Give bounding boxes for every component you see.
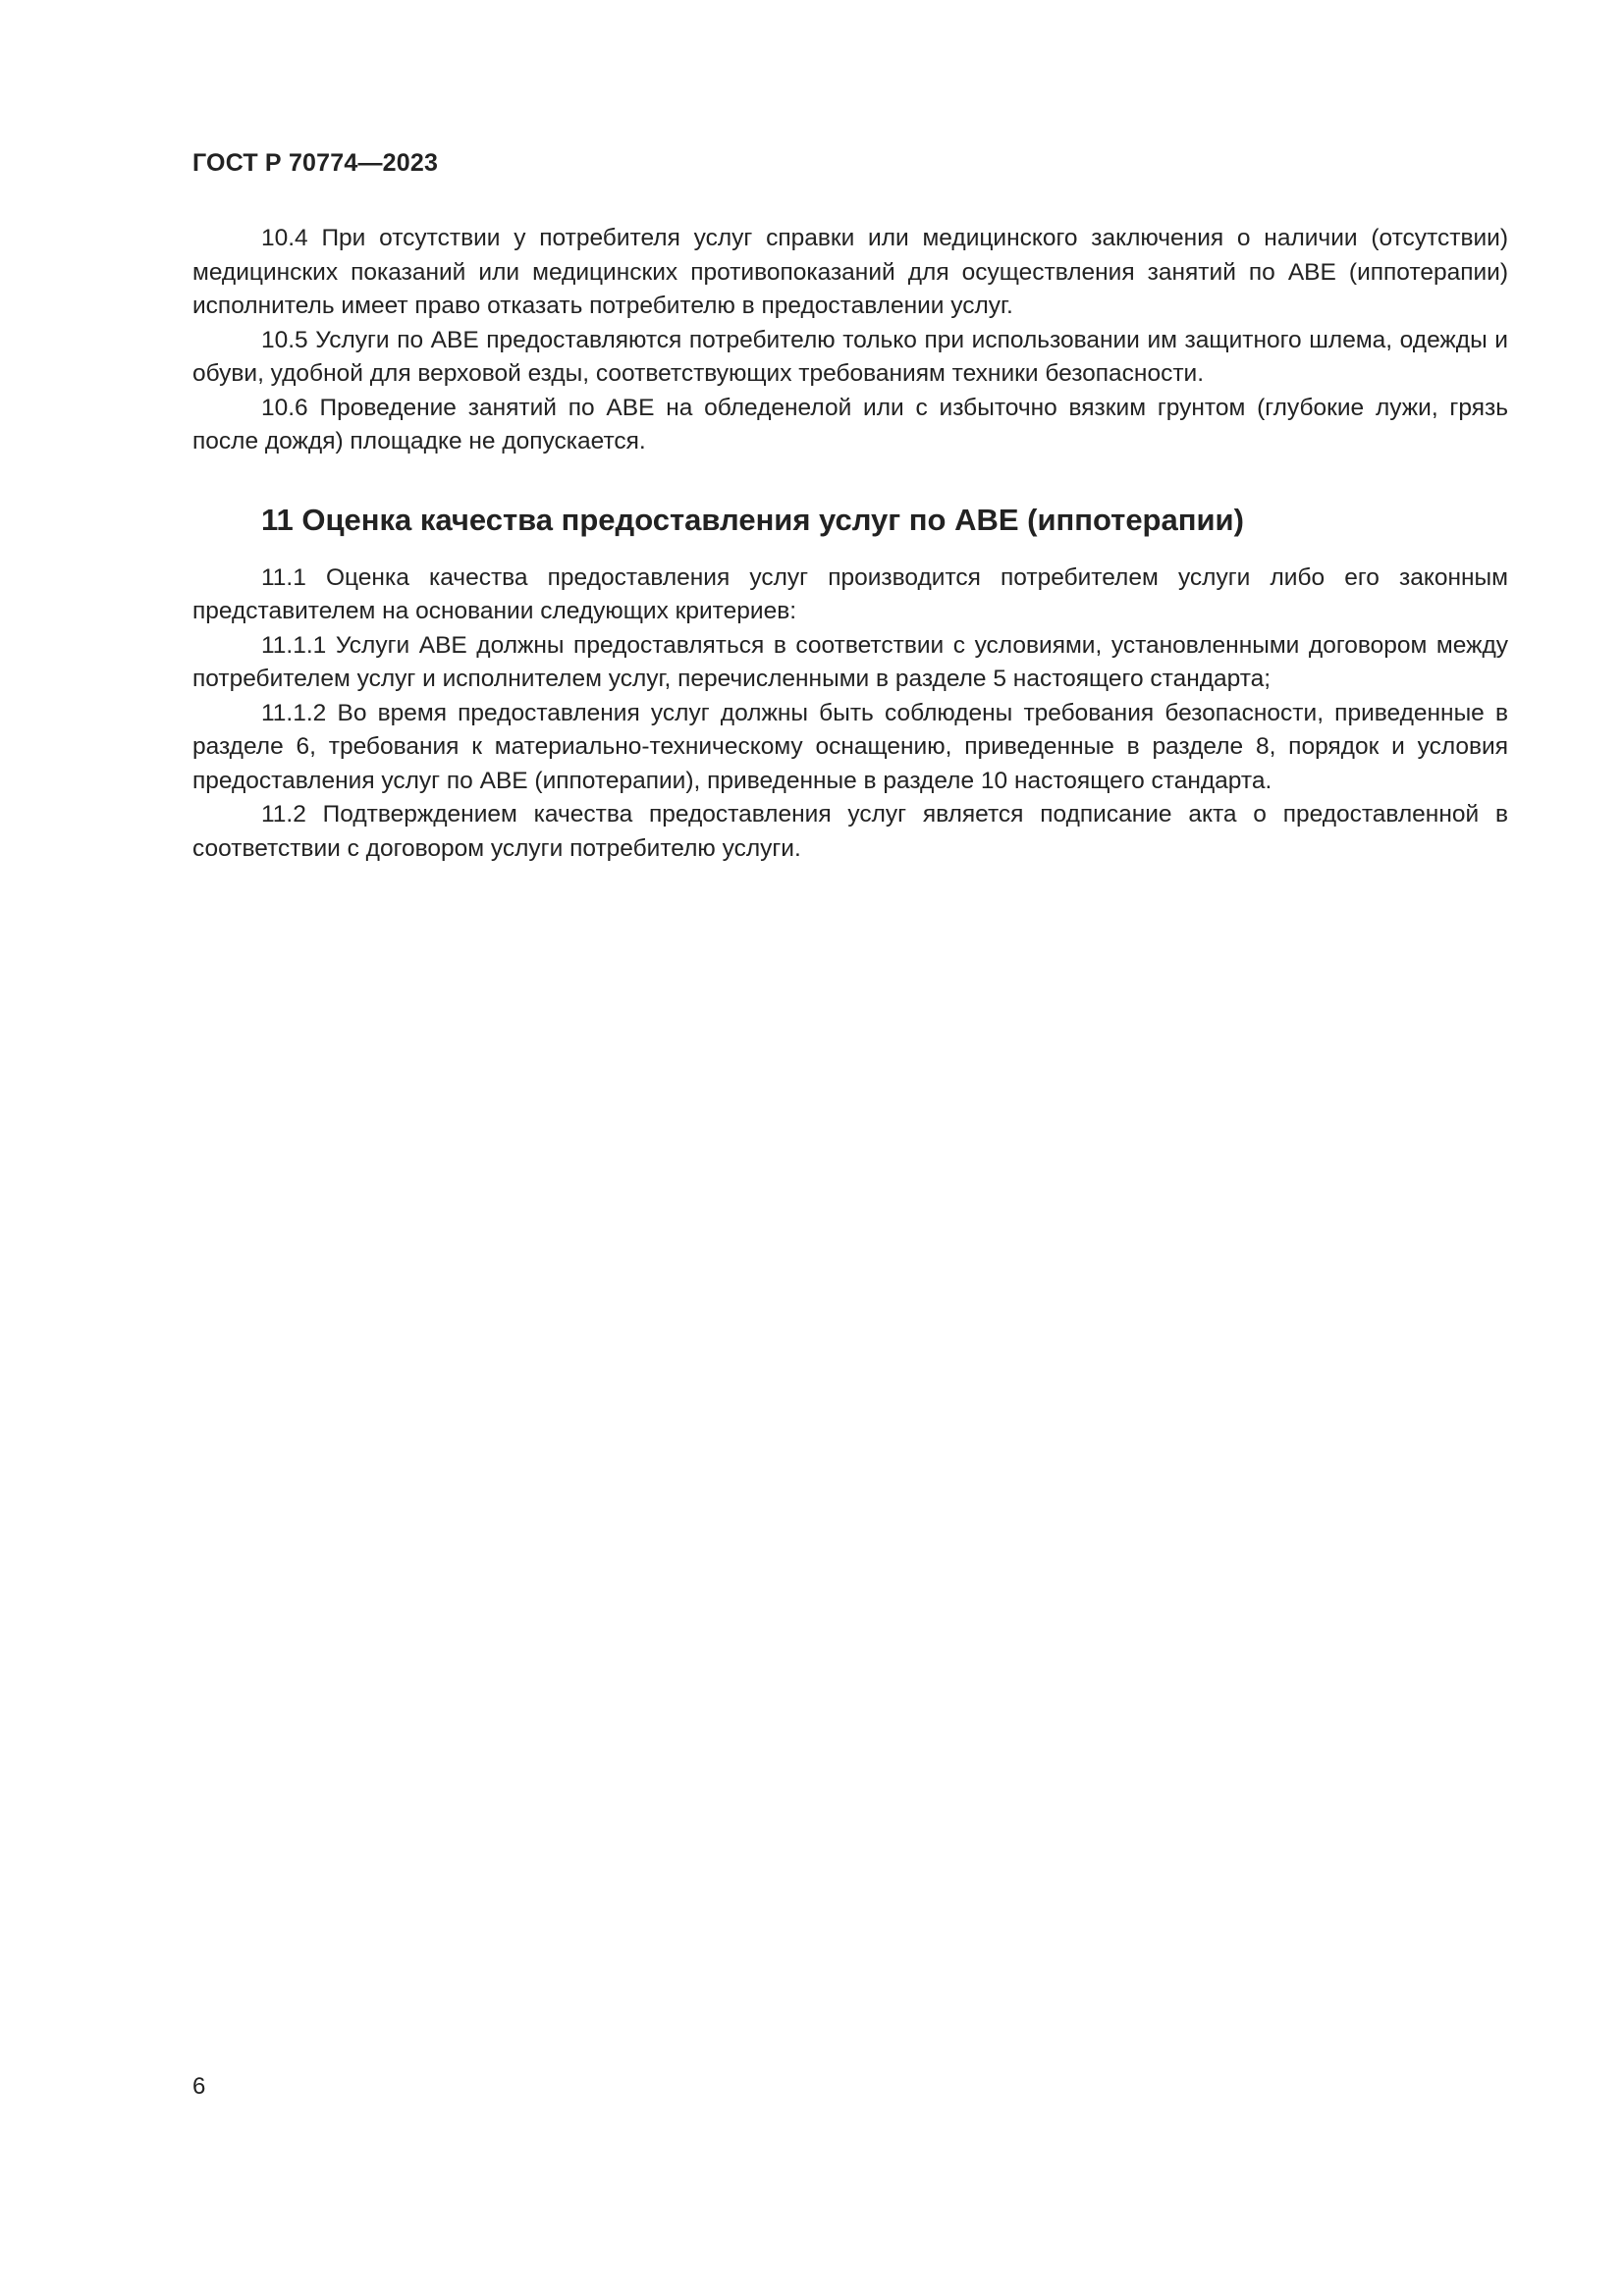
paragraph-11-1: 11.1 Оценка качества предоставления услуг производится потребителем услуги либо его законным представителем на основании следующих критериев: — [192, 563, 1508, 624]
document-header: ГОСТ Р 70774—2023 — [192, 149, 439, 177]
document-body — [192, 222, 1508, 866]
paragraph-10-4: 10.4 При отсутствии у потребителя услуг справки или медицинского заключения о наличии (отсутствии) медицинских показаний или медицинских противопоказаний для осуществления занятий по АВЕ (иппотерапии) исполнитель имеет право отказать потребителю в предоставлении услуг. — [192, 225, 1508, 319]
paragraph-11-1-2: 11.1.2 Во время предоставления услуг должны быть соблюдены требования безопасности, приведенные в разделе 6, требования к материально-техническому оснащению, приведенные в разделе 8, порядок и условия предоставления услуг по АВЕ (иппотерапии), приведенные в разделе 10 настоящего стандарта. — [192, 699, 1508, 794]
page-number: 6 — [192, 2073, 206, 2100]
paragraph-11-1-1: 11.1.1 Услуги АВЕ должны предоставляться в соответствии с условиями, установленными договором между потребителем услуг и исполнителем услуг, перечисленными в разделе 5 настоящего стандарта; — [192, 631, 1508, 692]
paragraph-11-2: 11.2 Подтверждением качества предоставления услуг является подписание акта о предоставленной в соответствии с договором услуги потребителю услуги. — [192, 801, 1508, 862]
section-11-title: 11 Оценка качества предоставления услуг по АВЕ (иппотерапии) — [261, 502, 1244, 537]
paragraph-10-5: 10.5 Услуги по АВЕ предоставляются потребителю только при использовании им защитного шлема, одежды и обуви, удобной для верховой езды, соответствующих требованиям техники безопасности. — [192, 326, 1508, 387]
paragraph-10-6: 10.6 Проведение занятий по АВЕ на обледенелой или с избыточно вязким грунтом (глубокие лужи, грязь после дождя) площадке не допускается. — [192, 394, 1508, 454]
